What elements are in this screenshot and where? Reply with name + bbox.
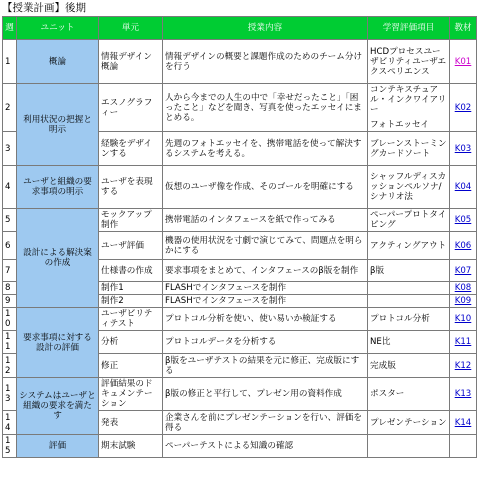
subunit-cell: 修正 — [99, 354, 163, 378]
evaluation-cell: アクティングアウト — [368, 232, 450, 260]
header-content: 授業内容 — [163, 17, 368, 40]
header-material: 教材 — [450, 17, 477, 40]
material-link-cell — [450, 232, 477, 260]
week-number: 12 — [3, 354, 17, 378]
subunit-cell: 制作1 — [99, 282, 163, 295]
content-cell: 要求事項をまとめて、インタフェースのβ版を制作 — [163, 260, 368, 282]
subunit-cell: モックアップ制作 — [99, 209, 163, 232]
subunit-cell: ユーザビリティテスト — [99, 308, 163, 331]
header-week: 週 — [3, 17, 17, 40]
content-cell: 携帯電話のインタフェースを紙で作ってみる — [163, 209, 368, 232]
evaluation-cell — [368, 435, 450, 458]
evaluation-item: コンテキスチュアル・インクワイアリー — [370, 85, 447, 115]
material-link[interactable]: K01 — [454, 56, 472, 67]
week-number: 10 — [3, 308, 17, 331]
table-row — [3, 84, 477, 132]
material-link-cell — [450, 308, 477, 331]
week-number: 7 — [3, 260, 17, 282]
material-link-cell — [450, 331, 477, 354]
evaluation-cell: NE比 — [368, 331, 450, 354]
content-cell: 仮想のユーザ像を作成、そのゴールを明確にする — [163, 166, 368, 209]
lesson-plan-table — [2, 16, 477, 458]
evaluation-cell: ポスター — [368, 378, 450, 411]
evaluation-cell: プレゼンテーション — [368, 411, 450, 435]
material-link-cell — [450, 435, 477, 458]
content-cell: ペーパーテストによる知識の確認 — [163, 435, 368, 458]
week-number: 6 — [3, 232, 17, 260]
material-link[interactable]: K05 — [454, 215, 472, 225]
evaluation-item: フォトエッセイ — [370, 120, 429, 130]
subunit-cell: 仕様書の作成 — [99, 260, 163, 282]
subunit-cell: 発表 — [99, 411, 163, 435]
content-cell: β版をユーザテストの結果を元に修正、完成版にする — [163, 354, 368, 378]
week-number: 3 — [3, 132, 17, 166]
week-number: 1 — [3, 40, 17, 84]
material-link-cell — [450, 282, 477, 295]
material-link-cell — [450, 411, 477, 435]
week-number: 8 — [3, 282, 17, 295]
subunit-cell: 情報デザイン概論 — [99, 40, 163, 84]
week-number: 5 — [3, 209, 17, 232]
table-row — [3, 209, 477, 232]
content-cell: プロトコル分析を使い、使い易いか検証する — [163, 308, 368, 331]
unit-cell: 利用状況の把握と明示 — [17, 84, 99, 166]
content-cell: FLASHでインタフェースを制作 — [163, 295, 368, 308]
week-number: 11 — [3, 331, 17, 354]
week-number: 13 — [3, 378, 17, 411]
unit-cell: 要求事項に対する設計の評価 — [17, 308, 99, 378]
evaluation-cell: HCDプロセスユーザビリティユーザエクスペリエンス — [368, 40, 450, 84]
header-evaluation: 学習評価項目 — [368, 17, 450, 40]
subunit-cell: 制作2 — [99, 295, 163, 308]
subunit-cell: 経験をデザインする — [99, 132, 163, 166]
material-link-cell — [450, 166, 477, 209]
table-row — [3, 166, 477, 209]
week-number: 4 — [3, 166, 17, 209]
material-link-cell — [450, 40, 477, 84]
unit-cell: ユーザと組織の要求事項の明示 — [17, 166, 99, 209]
table-row — [3, 308, 477, 331]
material-link[interactable]: K03 — [454, 143, 472, 154]
material-link[interactable]: K06 — [454, 240, 472, 251]
content-cell: 企業さんを前にプレゼンテーションを行い、評価を得る — [163, 411, 368, 435]
table-row — [3, 378, 477, 411]
subunit-cell: ユーザ評価 — [99, 232, 163, 260]
week-number: 14 — [3, 411, 17, 435]
evaluation-cell — [368, 282, 450, 295]
table-row — [3, 435, 477, 458]
content-cell: FLASHでインタフェースを制作 — [163, 282, 368, 295]
subunit-cell: ユーザを表現する — [99, 166, 163, 209]
material-link[interactable]: K11 — [454, 337, 472, 347]
evaluation-cell: ペーパープロトタイピング — [368, 209, 450, 232]
content-cell: プロトコルデータを分析する — [163, 331, 368, 354]
header-subunit: 単元 — [99, 17, 163, 40]
unit-cell: 評価 — [17, 435, 99, 458]
evaluation-cell: シャッフルディスカッションペルソナ/シナリオ法 — [368, 166, 450, 209]
evaluation-cell — [368, 295, 450, 308]
header-row — [3, 17, 477, 40]
week-number: 15 — [3, 435, 17, 458]
page-title: 【授業計画】後期 — [2, 2, 86, 14]
material-link-cell — [450, 132, 477, 166]
evaluation-cell: プロトコル分析 — [368, 308, 450, 331]
material-link[interactable]: K10 — [454, 314, 472, 324]
table-row — [3, 40, 477, 84]
subunit-cell: 分析 — [99, 331, 163, 354]
content-cell: 情報デザインの概要と課題作成のためのチーム分けを行う — [163, 40, 368, 84]
subunit-cell: 期末試験 — [99, 435, 163, 458]
material-link[interactable]: K02 — [454, 102, 472, 113]
content-cell: β版の修正と平行して、プレゼン用の資料作成 — [163, 378, 368, 411]
material-link[interactable]: K08 — [454, 283, 472, 293]
unit-cell: システムはユーザと組織の要求を満たす — [17, 378, 99, 435]
subunit-cell: エスノグラフィー — [99, 84, 163, 132]
evaluation-cell: β版 — [368, 260, 450, 282]
unit-cell: 概論 — [17, 40, 99, 84]
material-link-cell — [450, 354, 477, 378]
material-link[interactable]: K12 — [454, 360, 472, 371]
evaluation-cell: ブレーンストーミングカードソート — [368, 132, 450, 166]
material-link-cell — [450, 295, 477, 308]
content-cell: 機器の使用状況を寸劇で演じてみて、問題点を明らかにする — [163, 232, 368, 260]
material-link[interactable]: K13 — [454, 389, 472, 399]
material-link[interactable]: K07 — [454, 265, 472, 276]
week-number: 2 — [3, 84, 17, 132]
content-cell: 人から今までの人生の中で「幸せだったこと」「困ったこと」などを聞き、写真を使ったエッセイにまとめる。 — [163, 84, 368, 132]
unit-cell: 設計による解決案の作成 — [17, 209, 99, 308]
evaluation-cell: 完成版 — [368, 354, 450, 378]
subunit-cell: 評価結果のドキュメンテーション — [99, 378, 163, 411]
material-link[interactable]: K09 — [454, 296, 472, 306]
material-link[interactable]: K04 — [454, 182, 472, 192]
material-link-cell — [450, 260, 477, 282]
content-cell: 先週のフォトエッセイを、携帯電話を使って解決するシステムを考える。 — [163, 132, 368, 166]
material-link-cell — [450, 84, 477, 132]
material-link[interactable]: K14 — [454, 417, 472, 428]
week-number: 9 — [3, 295, 17, 308]
evaluation-cell — [368, 84, 450, 132]
material-link-cell — [450, 378, 477, 411]
material-link-cell — [450, 209, 477, 232]
header-unit: ユニット — [17, 17, 99, 40]
